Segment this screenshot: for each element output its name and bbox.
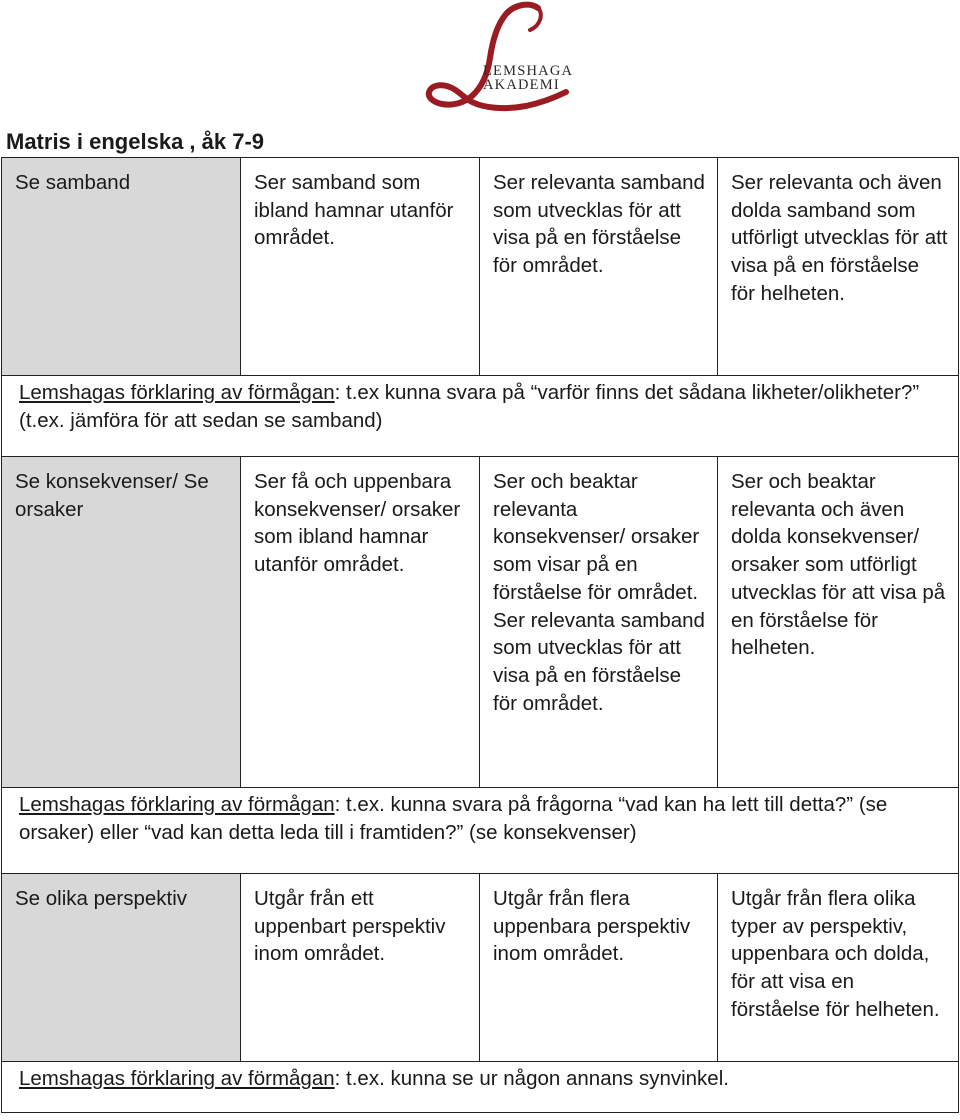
explanation-label: Lemshagas förklaring av förmågan — [19, 793, 335, 816]
logo-text-line2: AKADEMI — [483, 77, 560, 93]
matrix-row — [2, 158, 959, 376]
skill-cell: Se olika perspektiv — [2, 874, 241, 1062]
explanation-row — [2, 1062, 959, 1113]
level-cell-e: Ser få och uppenbara konsekvenser/ orsaker som ibland hamnar utanför området. — [241, 457, 480, 788]
explanation-text: : t.ex kunna svara på “varför finns det sådana likheter/olikheter?” (t.ex. jämföra för att sedan se samband) — [19, 381, 920, 432]
explanation-row — [2, 788, 959, 874]
explanation-text: : t.ex. kunna svara på frågorna “vad kan ha lett till detta?” (se orsaker) eller “vad kan detta leda till i framtiden?” (se konsekvenser) — [19, 793, 888, 844]
explanation-cell — [2, 788, 959, 874]
explanation-row — [2, 376, 959, 457]
skill-cell: Se samband — [2, 158, 241, 376]
level-cell-e: Utgår från ett uppenbart perspektiv inom området. — [241, 874, 480, 1062]
level-cell-a: Utgår från flera olika typer av perspektiv, uppenbara och dolda, för att visa en förståelse för helheten. — [718, 874, 959, 1062]
skill-cell: Se konsekvenser/ Se orsaker — [2, 457, 241, 788]
logo-l-mark — [380, 0, 580, 118]
explanation-label: Lemshagas förklaring av förmågan — [19, 381, 335, 404]
level-cell-a: Ser relevanta och även dolda samband som utförligt utvecklas för att visa på en förståelse för helheten. — [718, 158, 959, 376]
page-title: Matris i engelska , åk 7-9 — [6, 129, 265, 154]
explanation-cell — [2, 1062, 959, 1113]
level-cell-a: Ser och beaktar relevanta och även dolda konsekvenser/ orsaker som utförligt utvecklas för att visa på en förståelse för helheten. — [718, 457, 959, 788]
assessment-matrix — [1, 157, 959, 1113]
explanation-cell — [2, 376, 959, 457]
level-cell-c: Ser och beaktar relevanta konsekvenser/ orsaker som visar på en förståelse för området. Ser relevanta samband som utvecklas för att visa på en förståelse för området. — [480, 457, 718, 788]
logo-text-line1: LEMSHAGA — [483, 63, 574, 79]
level-cell-c: Ser relevanta samband som utvecklas för att visa på en förståelse för området. — [480, 158, 718, 376]
lemshaga-logo — [380, 0, 580, 118]
explanation-label: Lemshagas förklaring av förmågan — [19, 1067, 335, 1090]
explanation-text: : t.ex. kunna se ur någon annans synvinkel. — [334, 1067, 729, 1090]
level-cell-e: Ser samband som ibland hamnar utanför området. — [241, 158, 480, 376]
level-cell-c: Utgår från flera uppenbara perspektiv inom området. — [480, 874, 718, 1062]
matrix-row — [2, 457, 959, 788]
matrix-row — [2, 874, 959, 1062]
